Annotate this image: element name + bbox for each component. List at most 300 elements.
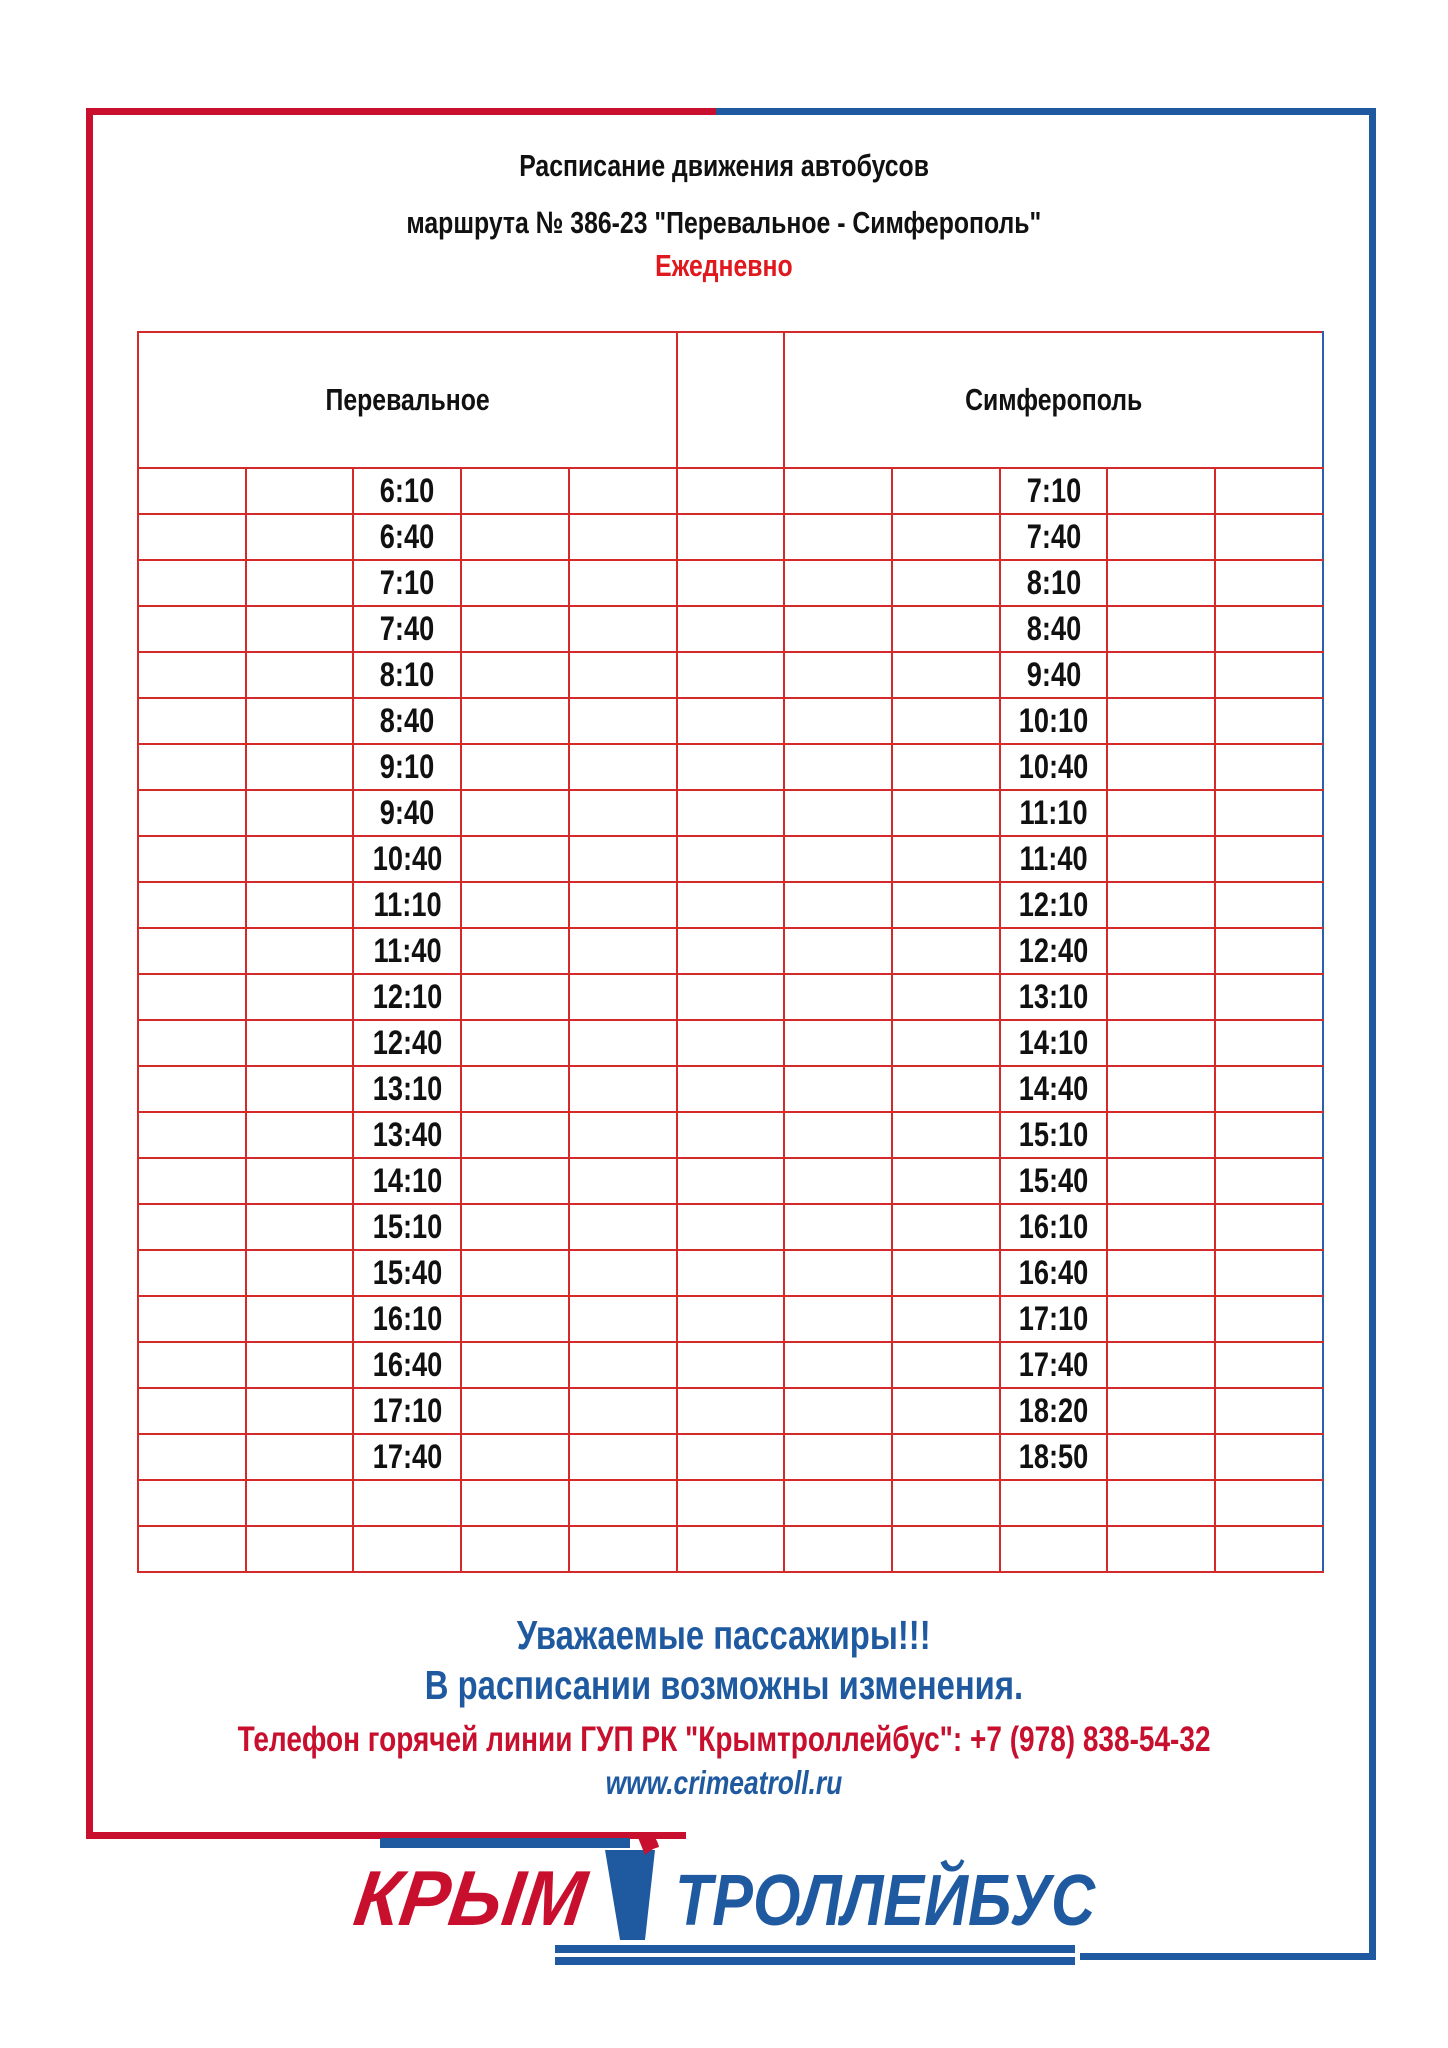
departure-perevalnoe — [353, 514, 461, 560]
time-text: 16:10 — [372, 1299, 443, 1338]
empty-cell — [784, 1342, 892, 1388]
empty-cell — [1215, 560, 1323, 606]
empty-cell — [138, 514, 246, 560]
time-text: 8:40 — [1026, 609, 1081, 648]
time-text: 15:10 — [372, 1207, 443, 1246]
empty-cell — [138, 882, 246, 928]
departure-simferopol — [1000, 974, 1108, 1020]
empty-cell — [784, 1112, 892, 1158]
empty-cell — [1215, 1342, 1323, 1388]
empty-cell — [677, 1158, 785, 1204]
empty-cell — [892, 1204, 1000, 1250]
empty-cell — [569, 1434, 677, 1480]
empty-cell — [569, 1204, 677, 1250]
empty-cell — [246, 744, 354, 790]
empty-cell — [246, 1112, 354, 1158]
empty-cell — [138, 652, 246, 698]
empty-cell — [461, 514, 569, 560]
empty-cell — [138, 744, 246, 790]
time-text: 13:40 — [372, 1115, 443, 1154]
empty-cell — [461, 1112, 569, 1158]
empty-cell — [784, 1250, 892, 1296]
empty-cell — [246, 652, 354, 698]
empty-cell — [1215, 790, 1323, 836]
departure-perevalnoe — [353, 652, 461, 698]
table-header-row — [138, 332, 1323, 468]
departure-simferopol — [1000, 928, 1108, 974]
empty-cell — [677, 1250, 785, 1296]
empty-cell — [1107, 468, 1215, 514]
empty-cell — [246, 560, 354, 606]
empty-cell — [892, 1112, 1000, 1158]
departure-simferopol — [1000, 790, 1108, 836]
table-row — [138, 606, 1323, 652]
notice-line2: В расписании возможны изменения. — [424, 1662, 1024, 1708]
empty-cell — [1215, 1526, 1323, 1572]
departure-simferopol — [1000, 1434, 1108, 1480]
table-row — [138, 836, 1323, 882]
empty-cell — [677, 1296, 785, 1342]
empty-cell — [246, 882, 354, 928]
empty-cell — [1107, 514, 1215, 560]
empty-cell — [246, 1342, 354, 1388]
empty-cell — [677, 698, 785, 744]
notice-line1: Уважаемые пассажиры!!! — [517, 1612, 931, 1658]
empty-cell — [892, 882, 1000, 928]
empty-cell — [892, 836, 1000, 882]
departure-perevalnoe — [353, 1066, 461, 1112]
table-row — [138, 1066, 1323, 1112]
empty-cell — [461, 974, 569, 1020]
empty-cell — [677, 1020, 785, 1066]
table-row — [138, 1158, 1323, 1204]
departure-simferopol — [1000, 560, 1108, 606]
empty-cell — [892, 1250, 1000, 1296]
empty-cell — [892, 652, 1000, 698]
frame-left-red — [86, 108, 93, 1838]
time-text: 17:10 — [1018, 1299, 1089, 1338]
departure-perevalnoe — [353, 1250, 461, 1296]
empty-cell — [1107, 1112, 1215, 1158]
departure-perevalnoe — [353, 1020, 461, 1066]
empty-cell — [461, 1158, 569, 1204]
empty-cell — [569, 790, 677, 836]
table-row — [138, 1526, 1323, 1572]
departure-simferopol — [1000, 514, 1108, 560]
empty-cell — [892, 928, 1000, 974]
empty-cell — [461, 928, 569, 974]
empty-cell — [784, 882, 892, 928]
empty-cell — [1215, 606, 1323, 652]
table-row — [138, 560, 1323, 606]
empty-cell — [138, 1158, 246, 1204]
empty-cell — [1215, 1204, 1323, 1250]
time-text: 10:40 — [372, 839, 443, 878]
empty-cell — [461, 882, 569, 928]
empty-cell — [569, 744, 677, 790]
empty-cell — [892, 790, 1000, 836]
empty-cell — [677, 1112, 785, 1158]
empty-cell — [784, 974, 892, 1020]
time-text: 10:10 — [1018, 701, 1089, 740]
empty-cell — [461, 1434, 569, 1480]
empty-cell — [784, 1204, 892, 1250]
empty-cell — [569, 1342, 677, 1388]
table-row — [138, 1112, 1323, 1158]
empty-cell — [1107, 606, 1215, 652]
empty-cell — [1107, 1020, 1215, 1066]
time-text: 11:40 — [1019, 839, 1088, 878]
time-text: 17:10 — [372, 1391, 443, 1430]
empty-cell — [1107, 1204, 1215, 1250]
departure-perevalnoe — [353, 1342, 461, 1388]
time-text: 9:10 — [380, 747, 435, 786]
table-row — [138, 928, 1323, 974]
table-row — [138, 1296, 1323, 1342]
empty-cell — [892, 560, 1000, 606]
empty-cell — [138, 836, 246, 882]
empty-cell — [677, 1480, 785, 1526]
empty-cell — [784, 1480, 892, 1526]
departure-simferopol — [1000, 1158, 1108, 1204]
empty-cell — [138, 1434, 246, 1480]
time-text: 17:40 — [1018, 1345, 1089, 1384]
time-text: 8:40 — [380, 701, 435, 740]
empty-cell — [677, 928, 785, 974]
empty-cell — [1215, 744, 1323, 790]
empty-cell — [353, 1526, 461, 1572]
frequency-label: Ежедневно — [655, 248, 793, 283]
time-text: 14:40 — [1018, 1069, 1089, 1108]
time-text: 11:40 — [373, 931, 442, 970]
time-text: 6:40 — [380, 517, 435, 556]
departure-perevalnoe — [353, 928, 461, 974]
empty-cell — [784, 606, 892, 652]
empty-cell — [1107, 1158, 1215, 1204]
empty-cell — [1107, 1388, 1215, 1434]
empty-cell — [461, 1526, 569, 1572]
empty-cell — [1107, 1066, 1215, 1112]
empty-cell — [246, 928, 354, 974]
departure-perevalnoe — [353, 560, 461, 606]
departure-perevalnoe — [353, 1112, 461, 1158]
time-text: 6:10 — [380, 471, 435, 510]
time-text: 15:10 — [1018, 1115, 1089, 1154]
time-text: 7:10 — [1026, 471, 1081, 510]
svg-text:КРЫМ: КРЫМ — [349, 1854, 605, 1942]
empty-cell — [569, 974, 677, 1020]
empty-cell — [784, 1158, 892, 1204]
empty-cell — [569, 1296, 677, 1342]
empty-cell — [1107, 698, 1215, 744]
empty-cell — [246, 1480, 354, 1526]
table-row — [138, 468, 1323, 514]
table-row — [138, 1388, 1323, 1434]
empty-cell — [892, 974, 1000, 1020]
empty-cell — [569, 606, 677, 652]
time-text: 13:10 — [1018, 977, 1089, 1016]
frame-top-blue — [716, 108, 1376, 115]
empty-cell — [892, 606, 1000, 652]
empty-cell — [892, 1158, 1000, 1204]
empty-cell — [784, 744, 892, 790]
empty-cell — [138, 698, 246, 744]
schedule-table — [137, 331, 1324, 1573]
time-text: 13:10 — [372, 1069, 443, 1108]
departure-perevalnoe — [353, 974, 461, 1020]
empty-cell — [1107, 1480, 1215, 1526]
empty-cell — [677, 514, 785, 560]
table-row — [138, 1434, 1323, 1480]
table-row — [138, 882, 1323, 928]
time-text: 11:10 — [373, 885, 442, 924]
frame-top-red — [86, 108, 716, 115]
empty-cell — [1107, 744, 1215, 790]
empty-cell — [1107, 928, 1215, 974]
empty-cell — [569, 514, 677, 560]
departure-simferopol — [1000, 1296, 1108, 1342]
empty-cell — [677, 1526, 785, 1572]
departure-simferopol — [1000, 882, 1108, 928]
header-spacer — [677, 332, 785, 468]
empty-cell — [892, 1388, 1000, 1434]
departure-simferopol — [1000, 698, 1108, 744]
empty-cell — [677, 1388, 785, 1434]
empty-cell — [246, 1158, 354, 1204]
empty-cell — [1107, 1342, 1215, 1388]
time-text: 17:40 — [372, 1437, 443, 1476]
time-text: 12:40 — [1018, 931, 1089, 970]
empty-cell — [784, 1020, 892, 1066]
empty-cell — [246, 1526, 354, 1572]
empty-cell — [138, 1526, 246, 1572]
empty-cell — [246, 468, 354, 514]
empty-cell — [138, 974, 246, 1020]
empty-cell — [784, 698, 892, 744]
empty-cell — [1215, 1112, 1323, 1158]
empty-cell — [246, 836, 354, 882]
empty-cell — [1215, 698, 1323, 744]
time-text: 18:20 — [1018, 1391, 1089, 1430]
empty-cell — [892, 1066, 1000, 1112]
time-text: 7:40 — [380, 609, 435, 648]
departure-simferopol — [1000, 652, 1108, 698]
departure-simferopol — [1000, 1204, 1108, 1250]
empty-cell — [677, 1342, 785, 1388]
departure-simferopol — [1000, 1250, 1108, 1296]
empty-cell — [461, 1250, 569, 1296]
hotline-text: Телефон горячей линии ГУП РК "Крымтроллейбус": +7 (978) 838-54-32 — [237, 1720, 1211, 1759]
empty-cell — [1215, 1434, 1323, 1480]
empty-cell — [461, 744, 569, 790]
crimeatroll-logo — [349, 1830, 1171, 1965]
empty-cell — [246, 1066, 354, 1112]
empty-cell — [1215, 836, 1323, 882]
empty-cell — [246, 1204, 354, 1250]
departure-simferopol — [1000, 1388, 1108, 1434]
empty-cell — [569, 1388, 677, 1434]
empty-cell — [892, 1480, 1000, 1526]
website-link[interactable]: www.crimeatroll.ru — [605, 1764, 843, 1801]
empty-cell — [461, 1296, 569, 1342]
table-row — [138, 974, 1323, 1020]
time-text: 7:10 — [380, 563, 435, 602]
empty-cell — [246, 1020, 354, 1066]
empty-cell — [892, 1342, 1000, 1388]
empty-cell — [1107, 1250, 1215, 1296]
empty-cell — [892, 1526, 1000, 1572]
empty-cell — [1215, 468, 1323, 514]
departure-simferopol — [1000, 1020, 1108, 1066]
time-text: 12:10 — [372, 977, 443, 1016]
empty-cell — [569, 560, 677, 606]
empty-cell — [569, 1020, 677, 1066]
empty-cell — [138, 560, 246, 606]
empty-cell — [677, 1066, 785, 1112]
empty-cell — [677, 790, 785, 836]
departure-simferopol — [1000, 468, 1108, 514]
empty-cell — [138, 928, 246, 974]
table-row — [138, 514, 1323, 560]
empty-cell — [461, 652, 569, 698]
empty-cell — [569, 928, 677, 974]
empty-cell — [1107, 790, 1215, 836]
time-text: 16:10 — [1018, 1207, 1089, 1246]
empty-cell — [784, 928, 892, 974]
empty-cell — [784, 560, 892, 606]
empty-cell — [784, 1388, 892, 1434]
empty-cell — [1215, 514, 1323, 560]
empty-cell — [138, 606, 246, 652]
empty-cell — [138, 1296, 246, 1342]
departure-perevalnoe — [353, 1434, 461, 1480]
empty-cell — [569, 1112, 677, 1158]
table-row — [138, 1250, 1323, 1296]
table-row — [138, 698, 1323, 744]
empty-cell — [569, 836, 677, 882]
empty-cell — [1107, 1526, 1215, 1572]
empty-cell — [246, 790, 354, 836]
empty-cell — [892, 698, 1000, 744]
empty-cell — [1215, 652, 1323, 698]
time-text: 16:40 — [1018, 1253, 1089, 1292]
empty-cell — [677, 836, 785, 882]
empty-cell — [461, 560, 569, 606]
empty-cell — [138, 1066, 246, 1112]
table-row — [138, 1342, 1323, 1388]
table-row — [138, 1480, 1323, 1526]
departure-perevalnoe — [353, 744, 461, 790]
empty-cell — [677, 882, 785, 928]
empty-cell — [138, 790, 246, 836]
empty-cell — [246, 1250, 354, 1296]
empty-cell — [677, 560, 785, 606]
empty-cell — [1000, 1526, 1108, 1572]
empty-cell — [677, 974, 785, 1020]
empty-cell — [461, 1020, 569, 1066]
empty-cell — [1215, 974, 1323, 1020]
time-text: 18:50 — [1018, 1437, 1089, 1476]
empty-cell — [784, 1434, 892, 1480]
frame-bottom-blue — [1080, 1953, 1376, 1960]
departure-perevalnoe — [353, 1388, 461, 1434]
empty-cell — [138, 1112, 246, 1158]
empty-cell — [353, 1480, 461, 1526]
header-simferopol: Симферополь — [784, 332, 1323, 468]
time-text: 15:40 — [1018, 1161, 1089, 1200]
empty-cell — [569, 1158, 677, 1204]
empty-cell — [461, 1388, 569, 1434]
empty-cell — [1107, 882, 1215, 928]
empty-cell — [246, 1434, 354, 1480]
departure-simferopol — [1000, 1066, 1108, 1112]
empty-cell — [569, 652, 677, 698]
empty-cell — [138, 468, 246, 514]
time-text: 10:40 — [1018, 747, 1089, 786]
empty-cell — [892, 1296, 1000, 1342]
empty-cell — [246, 698, 354, 744]
empty-cell — [461, 836, 569, 882]
empty-cell — [1107, 1296, 1215, 1342]
empty-cell — [461, 790, 569, 836]
empty-cell — [677, 606, 785, 652]
empty-cell — [569, 698, 677, 744]
empty-cell — [677, 468, 785, 514]
time-text: 12:10 — [1018, 885, 1089, 924]
empty-cell — [892, 468, 1000, 514]
time-text: 9:40 — [1026, 655, 1081, 694]
empty-cell — [784, 836, 892, 882]
empty-cell — [1215, 1020, 1323, 1066]
empty-cell — [569, 1526, 677, 1572]
empty-cell — [1215, 1158, 1323, 1204]
departure-perevalnoe — [353, 882, 461, 928]
empty-cell — [246, 1296, 354, 1342]
empty-cell — [569, 468, 677, 514]
empty-cell — [1107, 836, 1215, 882]
departure-perevalnoe — [353, 698, 461, 744]
empty-cell — [461, 1480, 569, 1526]
departure-perevalnoe — [353, 836, 461, 882]
departure-perevalnoe — [353, 790, 461, 836]
departure-simferopol — [1000, 744, 1108, 790]
departure-simferopol — [1000, 1342, 1108, 1388]
empty-cell — [784, 790, 892, 836]
departure-perevalnoe — [353, 1296, 461, 1342]
time-text: 14:10 — [1018, 1023, 1089, 1062]
empty-cell — [892, 514, 1000, 560]
empty-cell — [1107, 974, 1215, 1020]
empty-cell — [246, 514, 354, 560]
time-text: 11:10 — [1019, 793, 1088, 832]
time-text: 8:10 — [1026, 563, 1081, 602]
table-row — [138, 790, 1323, 836]
empty-cell — [784, 652, 892, 698]
time-text: 16:40 — [372, 1345, 443, 1384]
empty-cell — [1215, 928, 1323, 974]
empty-cell — [138, 1204, 246, 1250]
empty-cell — [138, 1250, 246, 1296]
svg-text:ТРОЛЛЕЙБУС: ТРОЛЛЕЙБУС — [675, 1861, 1171, 1941]
header-perevalnoe: Перевальное — [138, 332, 677, 468]
empty-cell — [138, 1342, 246, 1388]
empty-cell — [1215, 882, 1323, 928]
table-row — [138, 744, 1323, 790]
empty-cell — [892, 1020, 1000, 1066]
empty-cell — [461, 468, 569, 514]
empty-cell — [1107, 560, 1215, 606]
departure-perevalnoe — [353, 1204, 461, 1250]
